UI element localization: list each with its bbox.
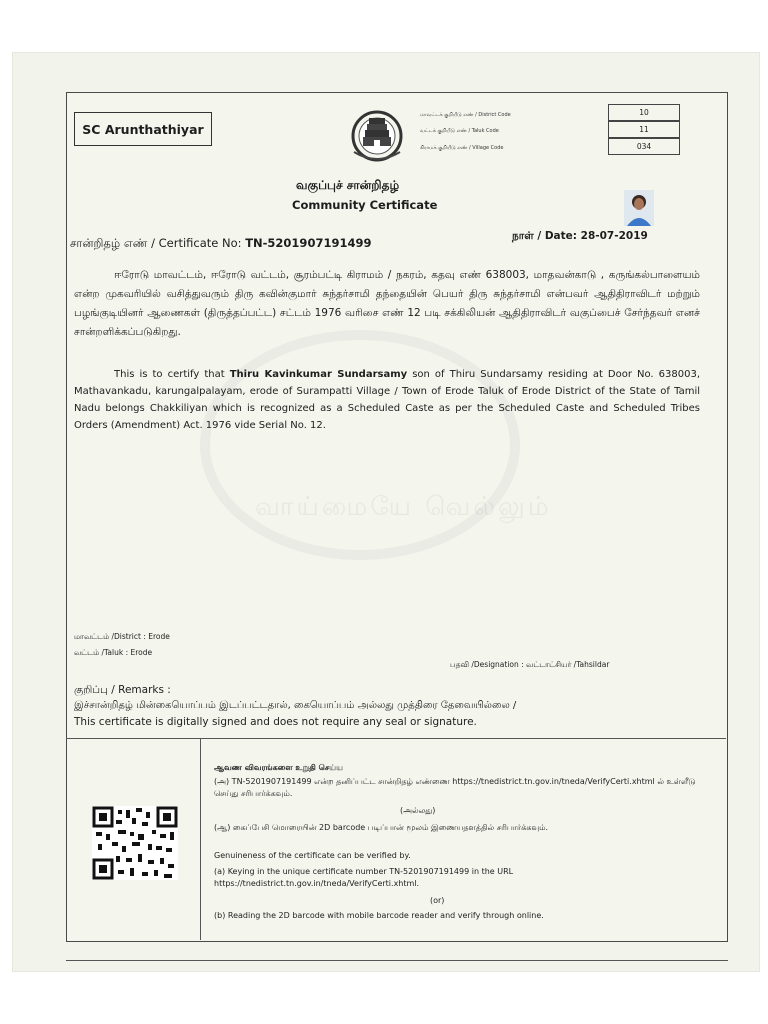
- certificate-number-label: சான்றிதழ் எண் / Certificate No:: [70, 236, 242, 250]
- body-english-prefix: This is to certify that: [114, 369, 230, 380]
- certificate-number-line: [70, 236, 371, 252]
- remark-english: This certificate is digitally signed and does not require any seal or signature.: [74, 716, 477, 728]
- verify-option-a-english: (a) Keying in the unique certificate number TN-5201907191499 in the URL https://tnedistrict.tn.gov.in/tneda/VerifyCerti.xhtml.: [214, 867, 514, 888]
- taluk-line: வட்டம் /Taluk : Erode: [74, 648, 153, 657]
- district-line: மாவட்டம் /District : Erode: [74, 632, 170, 641]
- verify-heading-tamil: ஆவண விவரங்களை உறுதி செய்ய: [214, 763, 343, 772]
- caste-label-box: SC Arunthathiyar: [74, 112, 212, 146]
- verify-or-english: (or): [430, 896, 445, 905]
- district-code-label: மாவட்டக் குறியீடு எண் / District Code: [420, 112, 511, 118]
- village-code-label: கிராமக் குறியீடு எண் / Village Code: [420, 145, 504, 151]
- date-value: 28-07-2019: [580, 230, 648, 242]
- holder-photo: [624, 190, 654, 226]
- title-english: Community Certificate: [292, 198, 438, 212]
- qr-code-icon: [92, 806, 178, 880]
- verify-or-tamil: (அல்லது): [400, 806, 436, 815]
- designation-line: பதவி /Designation : வட்டாட்சியர் /Tahsildar: [450, 660, 610, 669]
- remark-tamil: இச்சான்றிதழ் மின்கையொப்பம் இடப்பட்டதால், கையொப்பம் அல்லது முத்திரை தேவையில்லை /: [74, 700, 517, 711]
- taluk-code-label: வட்டக் குறியீடு எண் / Taluk Code: [420, 128, 499, 134]
- bottom-rule: [66, 960, 728, 961]
- body-tamil: ஈரோடு மாவட்டம், ஈரோடு வட்டம், சூரம்பட்டி கிராமம் / நகரம், கதவு எண் 638003, மாதவன்காடு , கருங்கல்பாளையம் என்ற முகவரியில் வசித்துவரும் திரு கவின்குமார் சுந்தர்சாமி தந்தையின் பெயர் திரு சுந்தர்சாமி என்பவர் ஆதிதிராவிடர் மற்றும் பழங்குடியினர் ஆணைகள் (திருத்தப்பட்ட) சட்டம் 1976 வரிசை எண் 12 படி சக்கிலியன் ஆதிதிராவிடர் வகுப்பைச் சேர்ந்தவர் எனச் சான்றளிக்கப்படுகிறது.: [74, 269, 700, 338]
- district-code-value: 10: [608, 104, 680, 121]
- verify-option-b-tamil: (ஆ) கைப்பேசி மொரையின் 2D barcode படிப்பான் மூலம் இணையதளத்தில் சரிபார்க்கவும்.: [214, 823, 549, 832]
- date-label: நாள் / Date:: [512, 230, 577, 242]
- body-english-rest: son of Thiru Sundarsamy residing at Door No. 638003, Mathavankadu, karungalpalayam, erode of Surampatti Village / Town of Erode Taluk of Erode District of the State of Tamil Nadu belongs Chakkiliyan which is recognized as a Scheduled Caste as per the Scheduled Caste and Scheduled Tribes Orders (Amendment) Act. 1976 vide Serial No. 12.: [74, 369, 700, 431]
- title-tamil: வகுப்புச் சான்றிதழ்: [296, 178, 400, 192]
- watermark-text: வாய்மையே வெல்லும்: [255, 492, 552, 522]
- verify-option-b-english: (b) Reading the 2D barcode with mobile barcode reader and verify through online.: [214, 911, 544, 920]
- village-code-value: 034: [608, 138, 680, 155]
- taluk-code-value: 11: [608, 121, 680, 138]
- watermark-emblem: [200, 330, 520, 560]
- date-line: [512, 230, 648, 243]
- body-english: [74, 366, 700, 434]
- holder-name: Thiru Kavinkumar Sundarsamy: [229, 369, 408, 380]
- verify-heading-english: Genuineness of the certificate can be verified by.: [214, 851, 411, 860]
- qr-divider: [200, 738, 201, 940]
- tamilnadu-emblem-icon: [336, 108, 418, 168]
- verify-option-a-tamil: (அ) TN-5201907191499 என்ற தனிப்பட்ட சான்றிதழ் எண்ணை https://tnedistrict.tn.gov.in/tneda/VerifyCerti.xhtml ல் உள்ளீடு செய்து சரிபார்க்கவும்.: [214, 777, 696, 798]
- certificate-number: TN-5201907191499: [245, 236, 372, 250]
- remarks-label: குறிப்பு / Remarks :: [74, 684, 171, 696]
